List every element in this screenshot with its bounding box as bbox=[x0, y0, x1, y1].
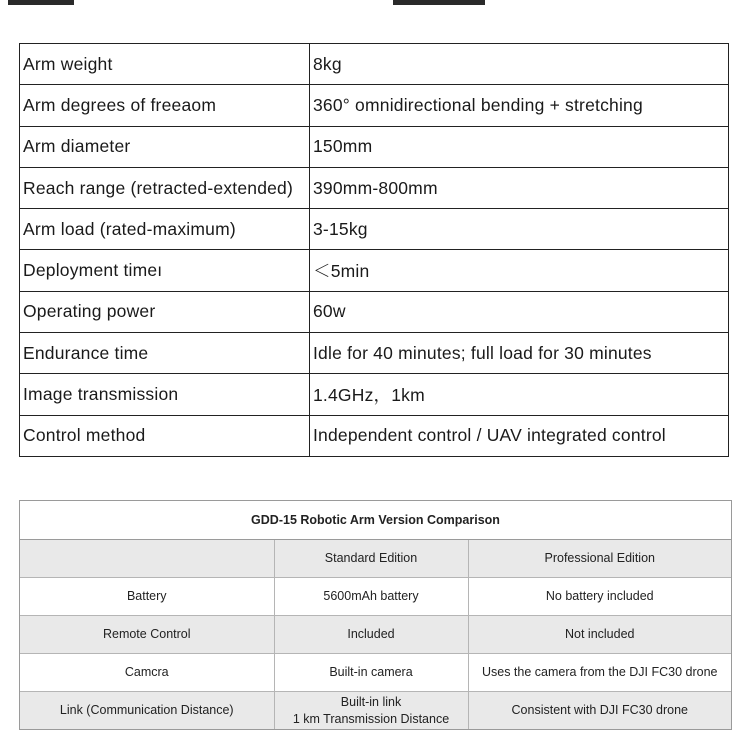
spec-row bbox=[20, 333, 729, 374]
comparison-row bbox=[20, 692, 731, 730]
spec-value: Independent control / UAV integrated control bbox=[310, 415, 729, 456]
comparison-feature: Battery bbox=[20, 578, 274, 616]
spec-row bbox=[20, 291, 729, 332]
comparison-standard: Included bbox=[274, 616, 468, 654]
spec-value: 3-15kg bbox=[310, 209, 729, 250]
comparison-feature: Link (Communication Distance) bbox=[20, 692, 274, 730]
comparison-feature: Camcra bbox=[20, 654, 274, 692]
spec-value: ＜5min bbox=[310, 250, 729, 291]
comparison-row bbox=[20, 616, 731, 654]
comparison-standard: Built-in camera bbox=[274, 654, 468, 692]
comparison-standard-line: Built-in link bbox=[340, 694, 402, 709]
comparison-standard-cell bbox=[274, 692, 468, 730]
spec-value: Idle for 40 minutes; full load for 30 minutes bbox=[310, 333, 729, 374]
spec-param: Endurance time bbox=[20, 333, 310, 374]
top-decoration-bar bbox=[393, 0, 485, 5]
comparison-standard: 5600mAh battery bbox=[274, 578, 468, 616]
comparison-professional: Uses the camera from the DJI FC30 drone bbox=[468, 654, 731, 692]
comparison-standard-line: 1 km Transmission Distance bbox=[292, 711, 450, 726]
spec-row bbox=[20, 167, 729, 208]
spec-param: Operating power bbox=[20, 291, 310, 332]
comparison-professional: Not included bbox=[468, 616, 731, 654]
spec-row bbox=[20, 209, 729, 250]
spec-param: Deployment timeı bbox=[20, 250, 310, 291]
comparison-header-cell: Standard Edition bbox=[274, 540, 468, 578]
comparison-table bbox=[19, 500, 732, 730]
spec-param: Control method bbox=[20, 415, 310, 456]
spec-param: Reach range (retracted-extended) bbox=[20, 167, 310, 208]
spec-value: 60w bbox=[310, 291, 729, 332]
comparison-feature: Remote Control bbox=[20, 616, 274, 654]
spec-value: 8kg bbox=[310, 44, 729, 85]
comparison-row bbox=[20, 578, 731, 616]
comparison-header-row bbox=[20, 540, 731, 578]
spec-param: Arm load (rated-maximum) bbox=[20, 209, 310, 250]
spec-row bbox=[20, 126, 729, 167]
comparison-header-cell: Professional Edition bbox=[468, 540, 731, 578]
spec-value: 150mm bbox=[310, 126, 729, 167]
spec-row bbox=[20, 415, 729, 456]
spec-param: Arm weight bbox=[20, 44, 310, 85]
spec-row bbox=[20, 374, 729, 415]
spec-row bbox=[20, 44, 729, 85]
comparison-professional: Consistent with DJI FC30 drone bbox=[468, 692, 731, 730]
top-decoration-bar bbox=[8, 0, 74, 5]
spec-value: 390mm-800mm bbox=[310, 167, 729, 208]
comparison-row bbox=[20, 654, 731, 692]
spec-row bbox=[20, 85, 729, 126]
spec-row bbox=[20, 250, 729, 291]
spec-value: 360° omnidirectional bending + stretching bbox=[310, 85, 729, 126]
spec-param: Image transmission bbox=[20, 374, 310, 415]
spec-param: Arm degrees of freeaom bbox=[20, 85, 310, 126]
spec-table bbox=[19, 43, 729, 457]
comparison-header-cell bbox=[20, 540, 274, 578]
comparison-professional: No battery included bbox=[468, 578, 731, 616]
comparison-title: GDD-15 Robotic Arm Version Comparison bbox=[20, 501, 731, 540]
spec-value: 1.4GHz，1km bbox=[310, 374, 729, 415]
comparison-grid bbox=[20, 540, 731, 729]
spec-param: Arm diameter bbox=[20, 126, 310, 167]
